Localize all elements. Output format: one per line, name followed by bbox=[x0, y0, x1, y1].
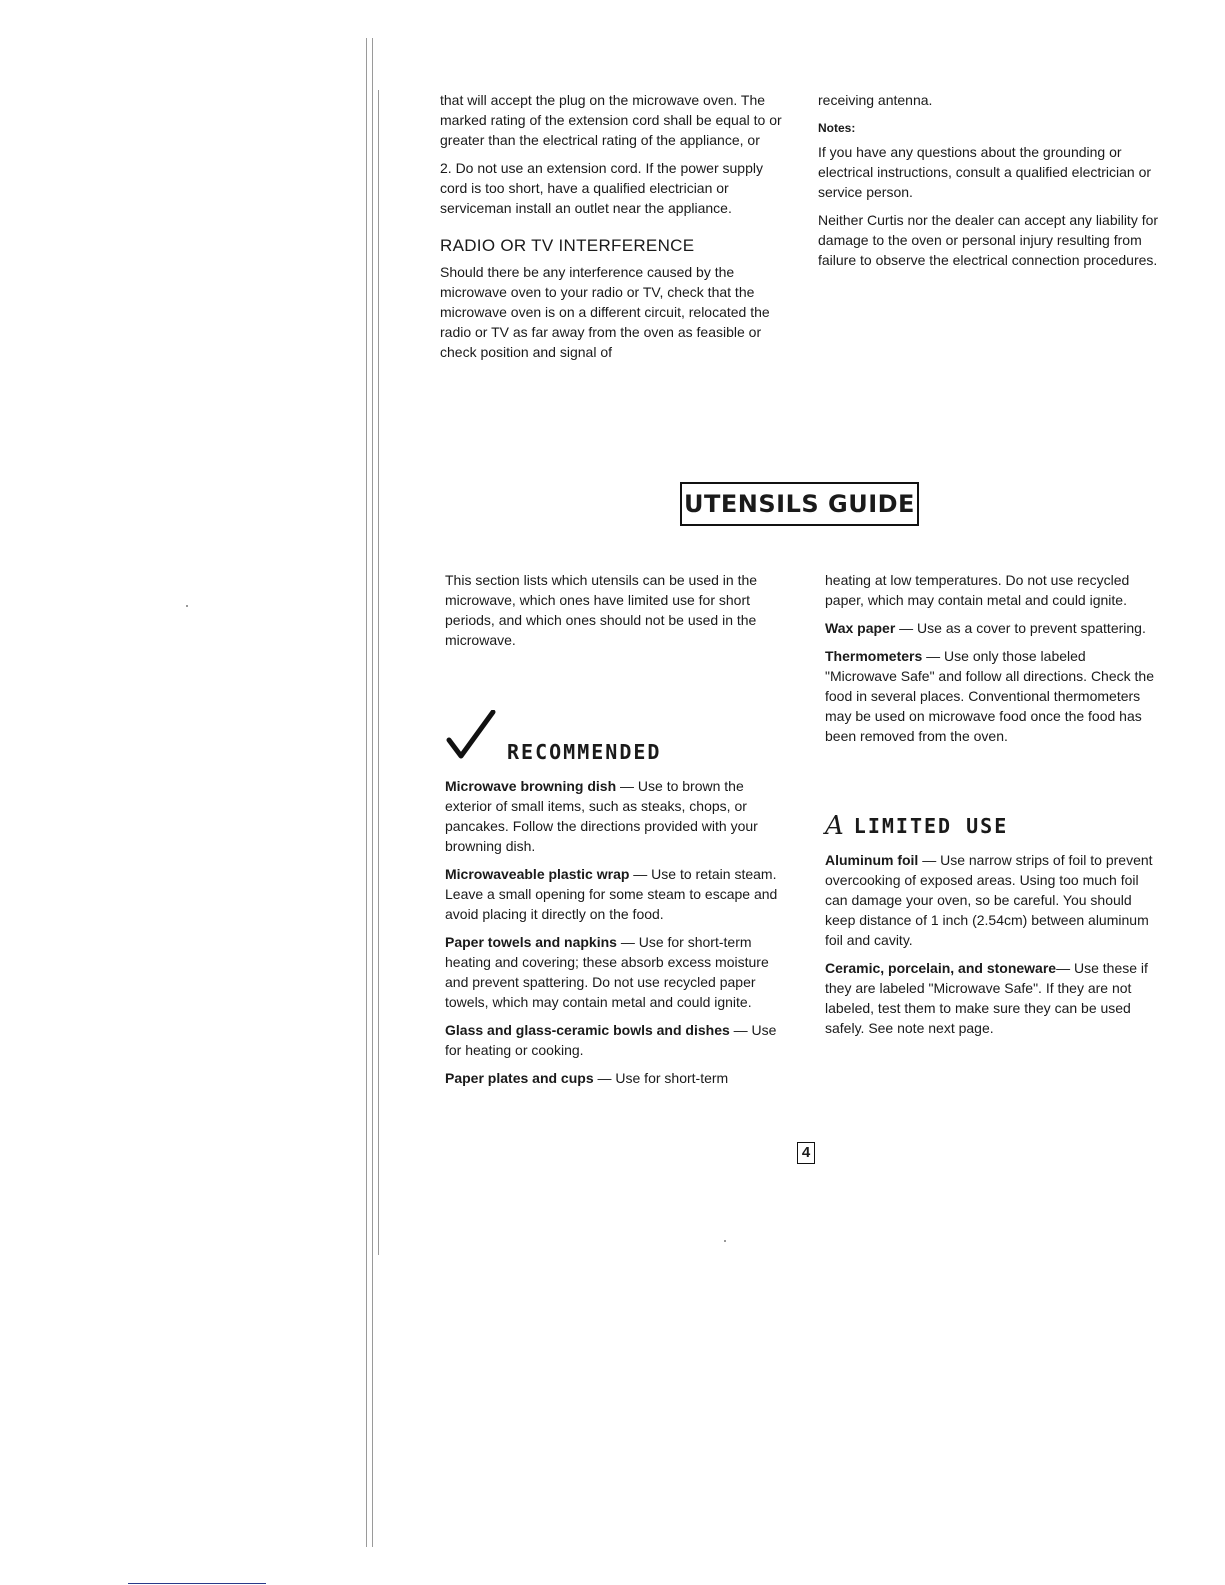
limited-letter-icon: A bbox=[825, 811, 844, 841]
utensil-term: Microwave browning dish bbox=[445, 778, 617, 794]
top-right-column bbox=[818, 90, 1163, 278]
binder-edge-line bbox=[372, 38, 373, 1547]
utensil-item bbox=[445, 776, 790, 856]
scan-speck bbox=[186, 605, 188, 607]
page-number: 4 bbox=[797, 1142, 815, 1164]
interference-paragraph: Should there be any interference caused by the microwave oven to your radio or TV, check that the microwave oven is on a different circuit, relocated the radio or TV as far away from the oven as feasible or check position and signal of bbox=[440, 264, 770, 360]
liability-note: Neither Curtis nor the dealer can accept any liability for damage to the oven or personal injury resulting from failure to observe the electrical connection procedures. bbox=[818, 212, 1159, 268]
radio-tv-heading: RADIO OR TV INTERFERENCE bbox=[440, 236, 695, 255]
utensil-desc: — Use for short-term heating and covering; these absorb excess moisture and prevent spattering. Do not use recycled paper towels, which may contain metal and could ignite. bbox=[445, 934, 769, 1010]
antenna-text: receiving antenna. bbox=[818, 92, 933, 108]
extension-cord-paragraph: that will accept the plug on the microwave oven. The marked rating of the extension cord shall be equal to or greater than the electrical rating of the appliance, or bbox=[440, 92, 782, 148]
utensil-term: Ceramic, porcelain, and stoneware bbox=[825, 960, 1057, 976]
utensil-desc: — Use to retain steam. Leave a small opening for some steam to escape and avoid placing it directly on the food. bbox=[445, 866, 778, 922]
limited-use-column bbox=[825, 570, 1160, 1046]
utensils-intro: This section lists which utensils can be used in the microwave, which ones have limited use for short periods, and which ones should not be used in the microwave. bbox=[445, 572, 758, 648]
utensil-term: Paper towels and napkins bbox=[445, 934, 617, 950]
binder-edge-line bbox=[366, 38, 367, 1547]
utensil-desc: — Use only those labeled "Microwave Safe" and follow all directions. Check the food in several places. Conventional thermometers may be used on microwave food once the food has been removed from the oven. bbox=[825, 648, 1154, 744]
recommended-heading: RECOMMENDED bbox=[507, 740, 662, 764]
binder-edge-line bbox=[378, 90, 379, 1255]
utensil-term: Microwaveable plastic wrap bbox=[445, 866, 630, 882]
utensil-item bbox=[445, 864, 790, 924]
extension-cord-warning: 2. Do not use an extension cord. If the power supply cord is too short, have a qualified electrician or serviceman install an outlet near the appliance. bbox=[440, 160, 763, 216]
footer-rule bbox=[128, 1583, 266, 1584]
paper-plates-continued: heating at low temperatures. Do not use recycled paper, which may contain metal and could ignite. bbox=[825, 572, 1130, 608]
limited-use-heading: LIMITED USE bbox=[853, 814, 1009, 838]
utensil-item bbox=[445, 932, 790, 1012]
top-left-column bbox=[440, 90, 785, 370]
grounding-note: If you have any questions about the grounding or electrical instructions, consult a qualified electrician or service person. bbox=[818, 144, 1152, 200]
checkmark-icon bbox=[445, 710, 497, 762]
utensil-desc: — Use for short-term bbox=[593, 1070, 729, 1086]
recommended-heading-row bbox=[445, 710, 790, 762]
utensil-desc: — Use narrow strips of foil to prevent overcooking of exposed areas. Using too much foil can damage your oven, so be careful. You should keep distance of 1 inch (2.54cm) between aluminum foil and cavity. bbox=[825, 852, 1153, 948]
utensil-term: Wax paper bbox=[825, 620, 896, 636]
utensil-desc: — Use for heating or cooking. bbox=[445, 1022, 777, 1058]
utensil-item bbox=[825, 850, 1160, 950]
utensil-term: Aluminum foil bbox=[825, 852, 919, 868]
utensil-item bbox=[445, 1020, 790, 1060]
utensil-item bbox=[825, 646, 1160, 746]
recommended-column bbox=[445, 570, 790, 1096]
utensil-item bbox=[825, 958, 1160, 1038]
utensil-term: Thermometers bbox=[825, 648, 923, 664]
limited-use-heading-row bbox=[825, 811, 1160, 841]
utensil-desc: — Use to brown the exterior of small items, such as steaks, chops, or pancakes. Follow the directions provided with your browning dish. bbox=[445, 778, 758, 854]
utensil-term: Paper plates and cups bbox=[445, 1070, 594, 1086]
utensils-guide-banner: UTENSILS GUIDE bbox=[680, 482, 919, 526]
notes-label: Notes: bbox=[818, 121, 856, 135]
utensil-item bbox=[825, 618, 1160, 638]
utensil-desc: — Use as a cover to prevent spattering. bbox=[895, 620, 1146, 636]
utensil-desc: — Use these if they are labeled "Microwave Safe". If they are not labeled, test them to make sure they can be used safely. See note next page. bbox=[825, 960, 1148, 1036]
utensil-term: Glass and glass-ceramic bowls and dishes bbox=[445, 1022, 730, 1038]
utensil-item bbox=[445, 1068, 790, 1088]
scan-speck bbox=[724, 1240, 726, 1242]
